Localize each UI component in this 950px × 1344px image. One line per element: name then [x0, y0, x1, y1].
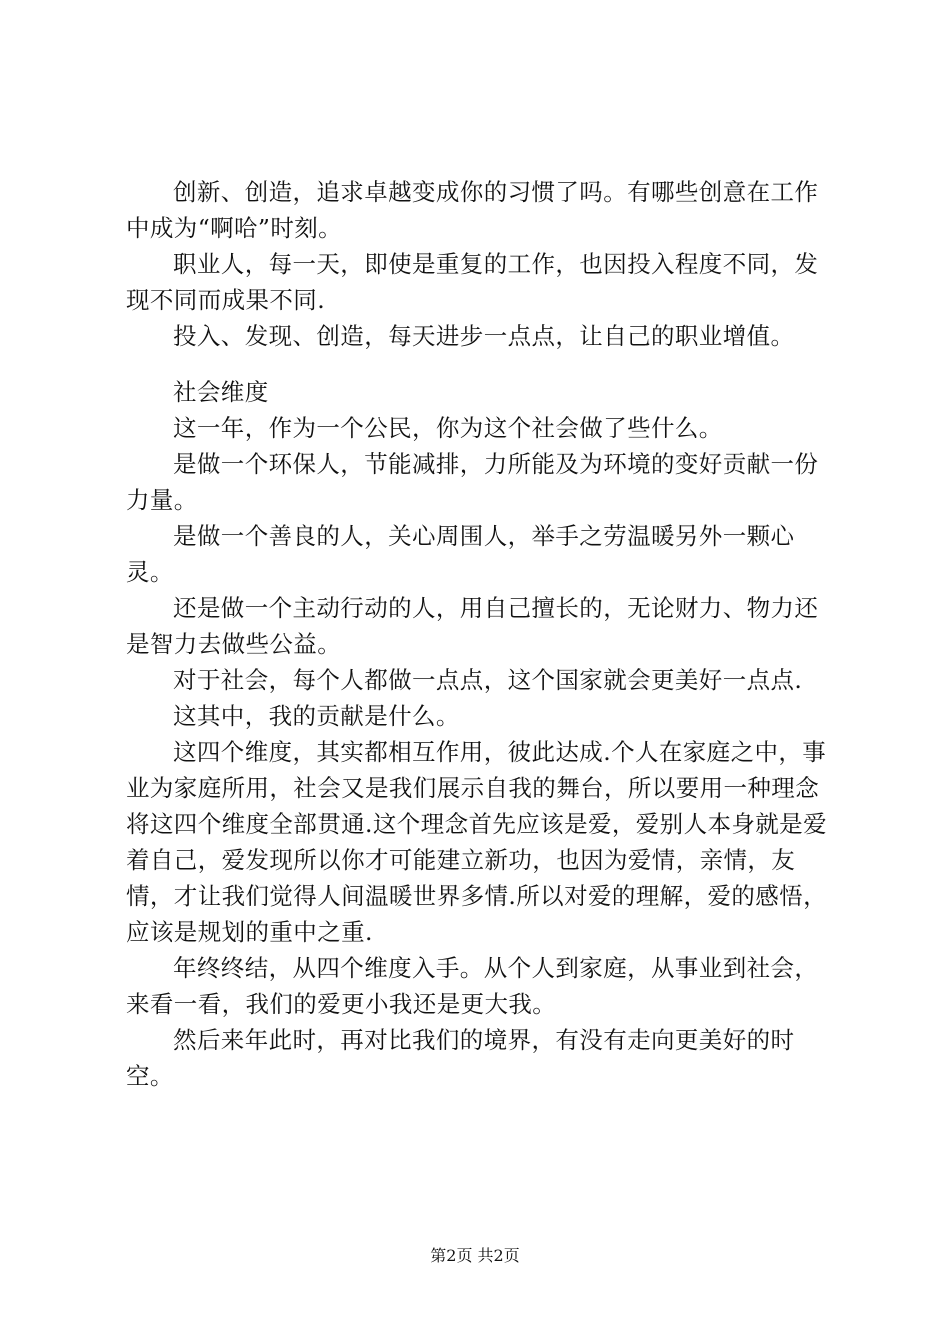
paragraph: 投入、发现、创造，每天进步一点点，让自己的职业增值。: [173, 322, 795, 350]
paragraph: 职业人，每一天，即使是重复的工作，也因投入程度不同，发现不同而成果不同.: [126, 250, 819, 314]
paragraph: 是做一个环保人，节能减排，力所能及为环境的变好贡献一份力量。: [126, 450, 819, 514]
paragraph: 这一年，作为一个公民，你为这个社会做了些什么。: [173, 414, 723, 442]
paragraph: 这四个维度，其实都相互作用，彼此达成.个人在家庭之中，事业为家庭所用，社会又是我们展示自我的舞台，所以要用一种理念将这四个维度全部贯通.这个理念首先应该是爱，爱别人本身就是爱着自己，爱发现所以你才可能建立新功，也因为爱情，亲情，友情，才让我们觉得人间温暖世界多情.所以对爱的理解，爱的感悟，应该是规划的重中之重.: [126, 738, 827, 946]
paragraph: 创新、创造，追求卓越变成你的习惯了吗。有哪些创意在工作中成为“啊哈”时刻。: [126, 178, 819, 242]
paragraph: 对于社会，每个人都做一点点，这个国家就会更美好一点点.: [173, 666, 803, 694]
paragraph: 是做一个善良的人，关心周围人，举手之劳温暖另外一颗心灵。: [126, 522, 795, 586]
page-footer: 第2页 共2页: [430, 1246, 520, 1265]
paragraph: 还是做一个主动行动的人，用自己擅长的，无论财力、物力还是智力去做些公益。: [126, 594, 819, 658]
paragraph: 这其中，我的贡献是什么。: [173, 702, 460, 730]
document-body: [126, 174, 834, 1094]
paragraph: 年终终结，从四个维度入手。从个人到家庭，从事业到社会，来看一看，我们的爱更小我还是更大我。: [126, 954, 819, 1018]
paragraph: 然后来年此时，再对比我们的境界，有没有走向更美好的时空。: [126, 1026, 795, 1090]
section-heading: 社会维度: [173, 378, 269, 406]
